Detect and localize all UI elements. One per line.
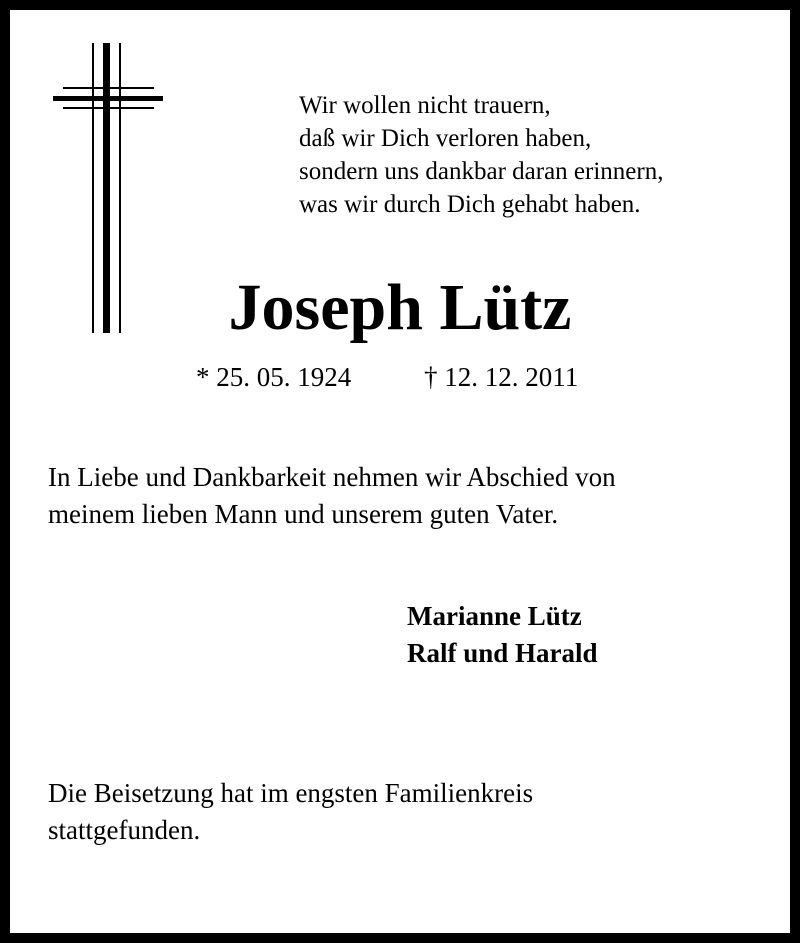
birth-date: * 25. 05. 1924 [196, 362, 352, 392]
mourners-signature [407, 598, 598, 672]
message-line: meinem lieben Mann und unserem guten Vater. [48, 499, 559, 529]
verse-line: Wir wollen nicht trauern, [299, 92, 551, 119]
verse-line: daß wir Dich verloren haben, [299, 125, 592, 152]
verse-line: sondern uns dankbar daran erinnern, [299, 158, 664, 185]
death-date: † 12. 12. 2011 [424, 362, 579, 392]
burial-line: Die Beisetzung hat im engsten Familienkreis [48, 778, 534, 808]
burial-line: stattgefunden. [48, 815, 201, 845]
memorial-verse [299, 89, 663, 221]
burial-notice [48, 775, 533, 849]
verse-line: was wir durch Dich gehabt haben. [299, 191, 641, 218]
mourner-name: Ralf und Harald [407, 638, 598, 668]
farewell-message [48, 459, 616, 533]
deceased-name: Joseph Lütz [228, 271, 572, 344]
message-line: In Liebe und Dankbarkeit nehmen wir Abschied von [48, 462, 616, 492]
mourner-name: Marianne Lütz [407, 601, 582, 631]
